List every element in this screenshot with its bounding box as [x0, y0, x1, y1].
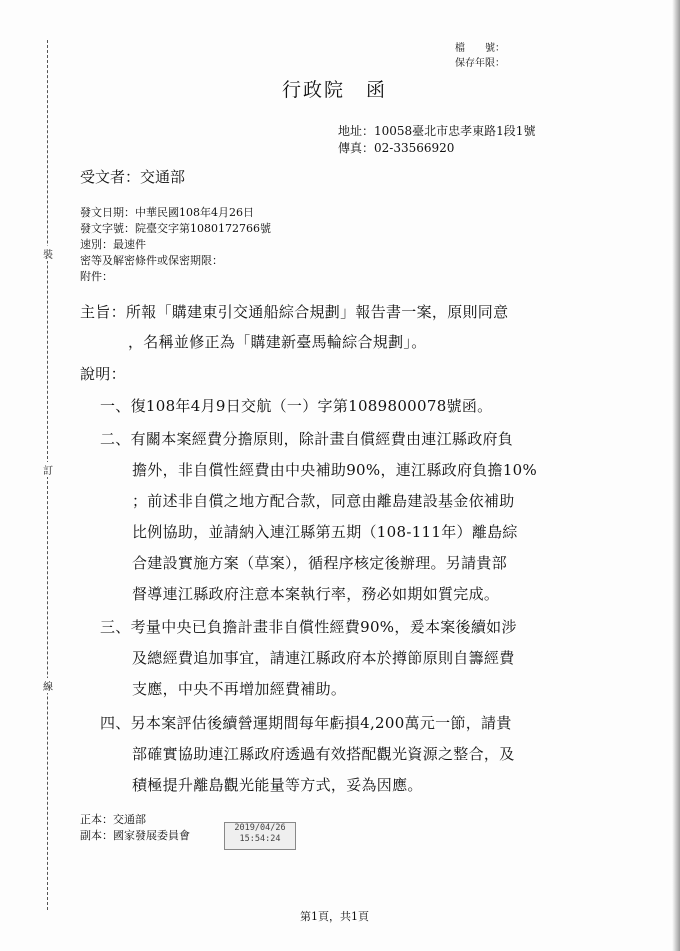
page-edge-shadow	[672, 0, 680, 951]
original-recipient: 正本：交通部	[80, 813, 146, 826]
stamp-time: 15:54:24	[239, 834, 281, 844]
file-number-label: 檔 號：	[455, 43, 505, 54]
item-2-line-3: ；前述非自償之地方配合款，同意由離島建設基金依補助	[132, 492, 515, 510]
subject-line-2: ，名稱並修正為「購建新臺馬輪綜合規劃」。	[128, 333, 427, 351]
page-footer: 第1頁，共1頁	[300, 910, 369, 923]
delivery-speed: 速別：最速件	[80, 238, 146, 251]
item-2-line-5: 合建設實施方案（草案），循程序核定後辦理。另請貴部	[132, 554, 508, 572]
item-2-line-4: 比例協助，並請納入連江縣第五期（108-111年）離島綜	[132, 523, 518, 541]
recipient: 受文者：交通部	[80, 168, 186, 186]
issue-date: 發文日期：中華民國108年4月26日	[80, 206, 254, 219]
retention-label: 保存年限：	[455, 58, 505, 69]
electronic-timestamp-stamp	[224, 822, 296, 850]
explanation-label: 說明：	[80, 365, 126, 383]
document-number: 發文字號：院臺交字第1080172766號	[80, 222, 271, 235]
item-3-line-2: 及總經費追加事宜，請連江縣政府本於撙節原則自籌經費	[132, 649, 515, 667]
item-2-line-2: 擔外，非自償性經費由中央補助90%，連江縣政府負擔10%	[132, 461, 538, 479]
item-3-line-3: 支應，中央不再增加經費補助。	[132, 680, 347, 698]
item-2-line-6: 督導連江縣政府注意本案執行率，務必如期如質完成。	[132, 585, 500, 603]
item-2-line-1: 二、有關本案經費分擔原則，除計畫自償經費由連江縣政府負	[100, 430, 514, 448]
subject-line-1: 主旨：所報「購建東引交通船綜合規劃」報告書一案，原則同意	[80, 303, 509, 321]
item-4-line-2: 部確實協助連江縣政府透過有效搭配觀光資源之整合，及	[132, 745, 515, 763]
binding-mark-xian: 線	[40, 678, 56, 693]
copy-recipient: 副本：國家發展委員會	[80, 829, 190, 842]
fax: 傳真：02-33566920	[338, 141, 455, 155]
item-4-line-1: 四、另本案評估後續營運期間每年虧損4,200萬元一節，請貴	[100, 714, 512, 732]
binding-mark-ding: 訂	[40, 462, 56, 477]
confidentiality: 密等及解密條件或保密期限：	[80, 254, 223, 267]
address: 地址：10058臺北市忠孝東路1段1號	[338, 124, 536, 138]
stamp-date: 2019/04/26	[234, 823, 286, 833]
binding-mark-zhuang: 裝	[40, 246, 56, 261]
attachment: 附件：	[80, 270, 113, 283]
item-1-line-1: 一、復108年4月9日交航（一）字第1089800078號函。	[100, 397, 493, 415]
document-title: 行政院 函	[282, 79, 388, 101]
item-4-line-3: 積極提升離島觀光能量等方式，妥為因應。	[132, 776, 423, 794]
item-3-line-1: 三、考量中央已負擔計畫非自償性經費90%，爰本案後續如涉	[100, 618, 517, 636]
